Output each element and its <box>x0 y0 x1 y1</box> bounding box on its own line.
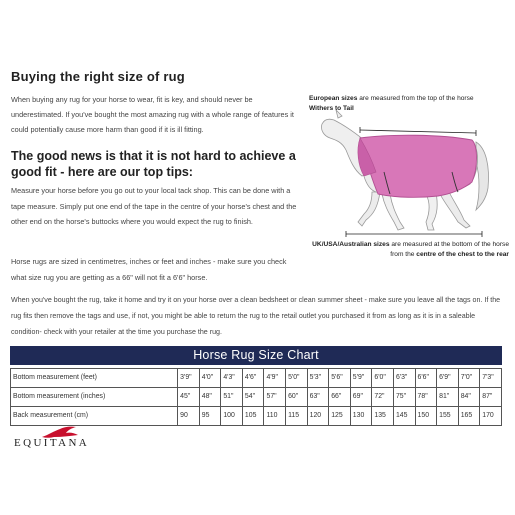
caption-eu-text: are measured from the top of the horse <box>357 95 474 102</box>
table-row <box>11 387 502 406</box>
table-cell: 63" <box>307 387 329 406</box>
table-cell: 45" <box>178 387 200 406</box>
table-cell: 6'6" <box>415 368 437 387</box>
table-cell: 60" <box>286 387 308 406</box>
table-cell: 5'0" <box>286 368 308 387</box>
table-cell: 6'3" <box>393 368 415 387</box>
caption-eu-bold-1: European sizes <box>309 95 358 102</box>
table-cell: 51" <box>221 387 243 406</box>
intro-paragraph: When buying any rug for your horse to wear, fit is key, and should never be underestimated. If you've bought the most amazing rug with a whole range of features it could potentially cause more harm than good if it is ill fitting. <box>11 95 294 134</box>
table-cell: 66" <box>329 387 351 406</box>
caption-uk-bold-2: centre of the chest to the rear <box>416 250 509 258</box>
table-cell: 4'3" <box>221 368 243 387</box>
caption-uk-text: are measured at the bottom of the horse from the <box>389 241 509 258</box>
table-cell: 5'6" <box>329 368 351 387</box>
hind-leg-front <box>426 192 437 230</box>
table-cell: 115 <box>286 406 308 425</box>
table-cell: 90 <box>178 406 200 425</box>
table-cell: 100 <box>221 406 243 425</box>
table-cell: 5'9" <box>350 368 372 387</box>
size-chart-title: Horse Rug Size Chart <box>10 346 502 365</box>
table-cell: 125 <box>329 406 351 425</box>
table-cell: 81" <box>437 387 459 406</box>
table-cell: 130 <box>350 406 372 425</box>
table-cell: 155 <box>437 406 459 425</box>
table-cell: 5'3" <box>307 368 329 387</box>
horse-rug <box>360 135 477 197</box>
table-cell: 54" <box>242 387 264 406</box>
hind-leg-back <box>440 190 470 228</box>
good-news-heading: The good news is that it is not hard to achieve a good fit - here are our top tips: <box>11 149 296 179</box>
size-table <box>10 365 502 426</box>
table-cell: 4'6" <box>242 368 264 387</box>
table-cell: 170 <box>480 406 502 425</box>
table-cell: 72" <box>372 387 394 406</box>
table-cell: 6'9" <box>437 368 459 387</box>
table-cell: 87" <box>480 387 502 406</box>
table-cell: 110 <box>264 406 286 425</box>
table-cell: 150 <box>415 406 437 425</box>
uk-sizes-caption <box>309 240 509 259</box>
table-cell: 57" <box>264 387 286 406</box>
row-label: Back measurement (cm) <box>11 406 178 425</box>
logo-wordmark: EQUITANA <box>14 437 90 449</box>
table-cell: 75" <box>393 387 415 406</box>
after-purchase-paragraph: When you've bought the rug, take it home and try it on your horse over a clean bedsheet or clean summer sheet - make sure you leave all the tags on. If the rug fits then remove the tags and use, if not, you might be able to return the rug to the retail outlet you purchased it from as long as it is in a saleable condition- check with your retailer at the time you purchase the rug. <box>11 296 501 336</box>
front-leg-front <box>382 194 404 230</box>
table-cell: 135 <box>372 406 394 425</box>
table-cell: 48" <box>199 387 221 406</box>
table-cell: 7'3" <box>480 368 502 387</box>
table-cell: 120 <box>307 406 329 425</box>
equitana-logo <box>14 425 124 451</box>
tips-paragraph: Measure your horse before you go out to your local tack shop. This can be done with a tape measure. Simply put one end of the tape in the centre of your horse's chest and the other end on the horse's buttocks where you would expect the rug to finish. <box>11 186 297 226</box>
table-cell: 4'9" <box>264 368 286 387</box>
caption-uk-bold-1: UK/USA/Australian sizes <box>312 241 390 248</box>
front-leg-back <box>358 192 380 226</box>
table-cell: 165 <box>458 406 480 425</box>
table-cell: 3'9" <box>178 368 200 387</box>
table-cell: 95 <box>199 406 221 425</box>
table-cell: 84" <box>458 387 480 406</box>
size-chart <box>10 346 502 426</box>
table-cell: 7'0" <box>458 368 480 387</box>
table-cell: 105 <box>242 406 264 425</box>
table-cell: 145 <box>393 406 415 425</box>
horse-ear <box>336 110 342 118</box>
main-heading: Buying the right size of rug <box>11 69 185 84</box>
horse-rug-illustration <box>320 110 500 240</box>
row-label: Bottom measurement (feet) <box>11 368 178 387</box>
table-cell: 6'0" <box>372 368 394 387</box>
table-cell: 69" <box>350 387 372 406</box>
withers-to-tail-line <box>360 130 476 133</box>
sizes-paragraph: Horse rugs are sized in centimetres, inches or feet and inches - make sure you check what size rug you are getting as a 66" will not fit a 6'6" horse. <box>11 257 287 282</box>
table-cell: 4'0" <box>199 368 221 387</box>
table-row <box>11 368 502 387</box>
horse-tail <box>476 142 489 210</box>
table-row <box>11 406 502 425</box>
row-label: Bottom measurement (inches) <box>11 387 178 406</box>
caption-eu-bold-2: Withers to Tail <box>309 104 354 112</box>
table-cell: 78" <box>415 387 437 406</box>
